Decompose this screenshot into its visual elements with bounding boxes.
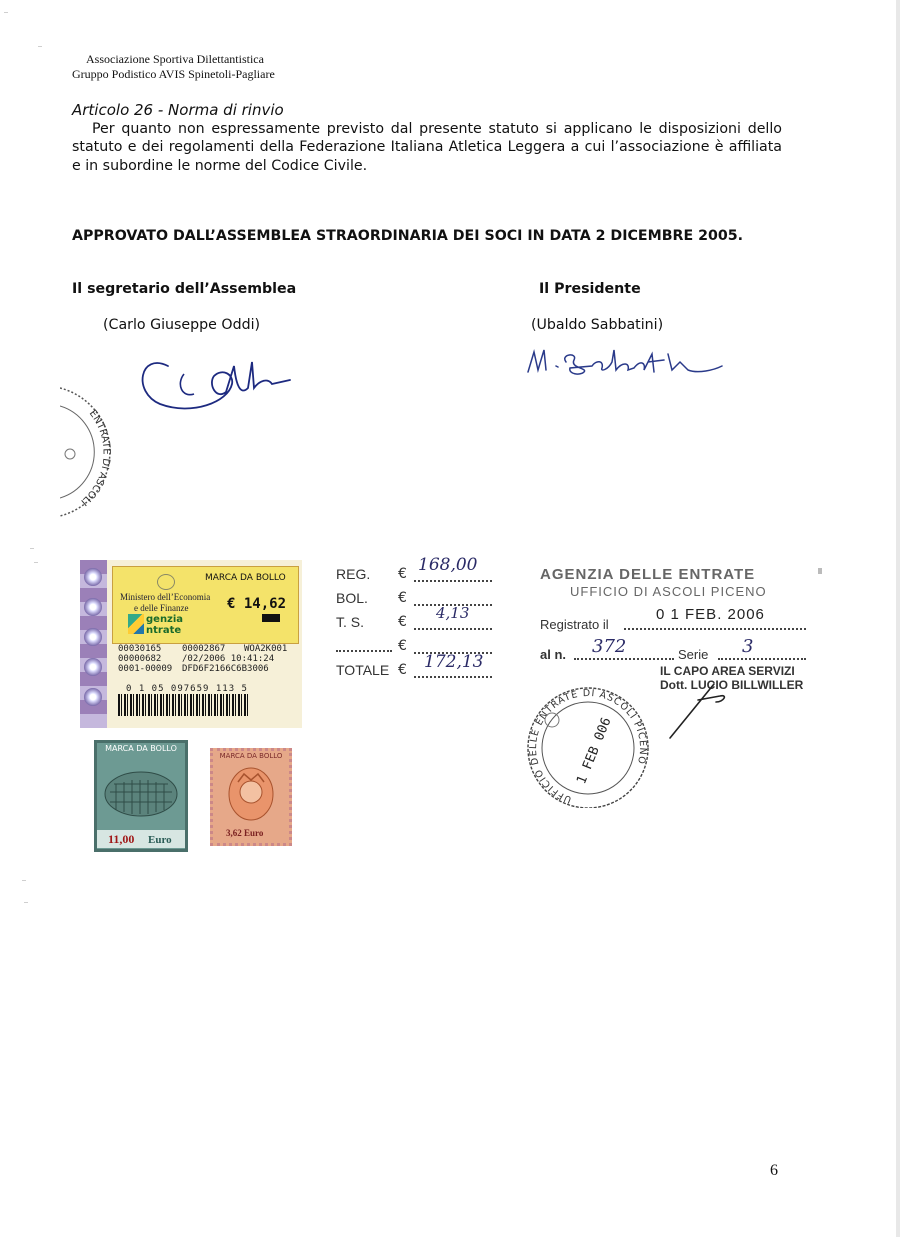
hologram-icon [84, 568, 102, 586]
ministry-line2: e delle Finanze [134, 603, 189, 613]
partial-seal-icon [60, 382, 132, 520]
black-mark [262, 614, 280, 622]
hologram-icon [84, 688, 102, 706]
al-label: al n. [540, 647, 567, 662]
registered-date: 0 1 FEB. 2006 [656, 606, 765, 623]
ministry-line1: Ministero dell’Economia [120, 592, 211, 602]
registered-label: Registrato il [540, 617, 609, 632]
code-row2-left: 00000682 [118, 654, 162, 664]
agenzia-logo-icon [128, 614, 144, 634]
agenzia-logo-text [146, 614, 183, 636]
partial-seal-text: ENTRATE DI ASCOLI [78, 408, 112, 508]
stamp1-title: MARCA DA BOLLO [105, 744, 177, 753]
scan-mark [30, 548, 34, 549]
code-row1-right: WOA2K001 [244, 644, 288, 654]
chief-signature [668, 672, 738, 742]
office-seal-ring-text: UFFICIO DELLE ENTRATE DI ASCOLI PICENO [527, 687, 649, 806]
fee-totale-value: 172,13 [424, 652, 484, 672]
letterhead-line2: Gruppo Podistico AVIS Spinetoli-Pagliare [72, 67, 275, 81]
article-body: Per quanto non espressamente previsto dal presente statuto si applicano le disposizioni dello statuto e dei regolamenti della Federazione Italiana Atletica Leggera a cui l’associazione è affiliata e in subordine le norme del Codice Civile. [72, 121, 782, 174]
stamp1-unit: Euro [148, 834, 172, 846]
president-signature [522, 340, 732, 385]
code-row1-mid: 00002867 [182, 644, 226, 654]
emblem-icon [157, 574, 175, 590]
scan-edge [896, 0, 900, 1237]
secretary-role: Il segretario dell’Assemblea [72, 281, 297, 297]
hologram-icon [84, 658, 102, 676]
office-seal-icon [518, 684, 658, 808]
agenzia-office: UFFICIO DI ASCOLI PICENO [570, 584, 767, 599]
code-row3-mid: DFD6F2166C6B3006 [182, 664, 269, 674]
article-title: Articolo 26 - Norma di rinvio [72, 101, 284, 119]
code-row3-left: 0001-00009 [118, 664, 173, 674]
barcode-number: 0 1 05 097659 113 5 [126, 684, 248, 694]
colosseum-icon [102, 758, 180, 820]
chief-line1: IL CAPO AREA SERVIZI [660, 664, 795, 678]
fee-ts-value: 4,13 [436, 604, 470, 622]
fee-euro-3: € [398, 614, 407, 630]
serie-value: 3 [742, 636, 754, 657]
ministry-name [120, 592, 210, 614]
serie-dots [718, 658, 806, 660]
fee-ts-label: T. S. [336, 614, 365, 630]
scan-mark [34, 562, 38, 563]
page-number: 6 [770, 1162, 778, 1179]
serie-label: Serie [678, 647, 709, 662]
approval-statement: APPROVATO DALL’ASSEMBLEA STRAORDINARIA DEI SOCI IN DATA 2 DICEMBRE 2005. [72, 228, 743, 244]
scan-mark [4, 12, 8, 13]
stamp2-value: 3,62 Euro [226, 828, 264, 838]
scan-mark [38, 46, 42, 47]
code-row2-mid: /02/2006 10:41:24 [182, 654, 275, 664]
chief-line2: Dott. LUCIO BILLWILLER [660, 678, 804, 692]
fee-reg-label: REG. [336, 566, 371, 582]
scan-mark [22, 880, 26, 881]
receipt-title: MARCA DA BOLLO [205, 573, 286, 583]
code-row1-left: 00030165 [118, 644, 162, 654]
stamp1-value: 11,00 [108, 832, 135, 846]
agenzia-word1: genzia [146, 614, 184, 625]
office-seal-date: 1 FEB 006 [574, 715, 615, 787]
president-role: Il Presidente [539, 281, 641, 297]
letterhead-line1: Associazione Sportiva Dilettantistica [86, 52, 264, 66]
secretary-name: (Carlo Giuseppe Oddi) [103, 317, 261, 333]
ink-mark [818, 568, 822, 574]
agenzia-title: AGENZIA DELLE ENTRATE [540, 566, 756, 583]
hologram-icon [84, 598, 102, 616]
registered-dots [624, 628, 806, 630]
hologram-icon [84, 628, 102, 646]
barcode-icon [118, 694, 248, 716]
stamp2-title: MARCA DA BOLLO [219, 752, 283, 760]
fee-euro-2: € [398, 590, 407, 606]
fee-blank-dots [336, 650, 392, 652]
al-dots [574, 658, 674, 660]
fee-euro-5: € [398, 662, 407, 678]
president-name: (Ubaldo Sabbatini) [531, 317, 664, 333]
svg-text:ENTRATE DI ASCOLI [79, 408, 112, 507]
fee-reg-value: 168,00 [418, 555, 478, 575]
fee-totale-label: TOTALE [336, 662, 390, 678]
receipt-codes-left [118, 644, 172, 674]
letterhead [72, 52, 275, 82]
fee-euro-4: € [398, 638, 407, 654]
fee-bol-label: BOL. [336, 590, 368, 606]
italia-head-icon [222, 764, 280, 826]
agenzia-word2: ntrate [146, 625, 182, 636]
fee-euro-1: € [398, 566, 407, 582]
scan-mark [24, 902, 28, 903]
secretary-signature [130, 344, 300, 414]
receipt-amount: € 14,62 [227, 596, 287, 612]
al-value: 372 [592, 636, 627, 657]
